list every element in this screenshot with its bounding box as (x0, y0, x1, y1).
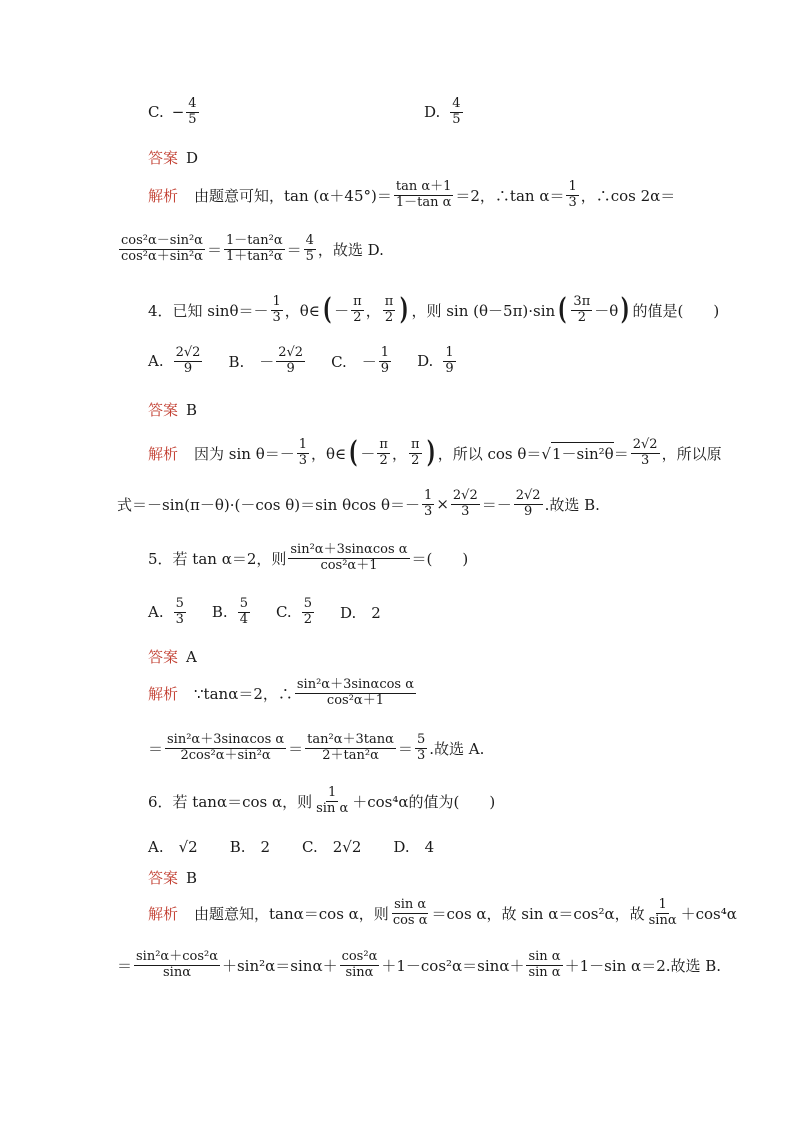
options-q5: A. $\frac{5}{3}$ B. $\frac{5}{4}$ C. $\frac{5}{2}$ D. 2 (148, 596, 381, 627)
fraction: $\frac{1}{3}$ (424, 488, 433, 519)
options-q4: A. $\frac{2√2}{9}$ B. － $\frac{2√2}{9}$ C. － $\frac{1}{9}$ D. $\frac{1}{9}$ (148, 345, 454, 376)
fraction: $\frac{2√2}{3}$ (452, 488, 478, 519)
fraction: $\frac{4}{5}$ (188, 96, 197, 127)
analysis-line: 解析 ∵tanα＝2，∴ $\frac{\text{sin²α＋3sinαcos α}}{\text{cos²α＋1}}$ (148, 677, 415, 708)
fraction: $\frac{2√2}{9}$ (175, 345, 201, 376)
fraction: $\frac{2√2}{3}$ (632, 437, 658, 468)
options-q6: A. √2 B. 2 C. 2√2 D. 4 (148, 838, 435, 856)
fraction: $\frac{5}{4}$ (239, 596, 248, 627)
question-4: 4．已知 sinθ＝－ $\frac{1}{3}$ ，θ∈ ( － $\frac{\pi}{2}$ ， $\frac{\pi}{2}$ ) ，则 sin (θ－5π)·sin ( $\frac{3\pi}{2}$ －θ ) 的值是( ) (148, 292, 720, 328)
fraction: $\frac{\text{sin²α＋3sinαcos α}}{\text{cos²α＋1}}$ (290, 542, 408, 573)
fraction: $\frac{1}{\text{sin α}}$ (316, 785, 349, 816)
option-d (424, 97, 465, 128)
formula-line: ＝ $\frac{\text{sin²α＋cos²α}}{\sin\alpha}$ ＋sin²α＝sinα＋ $\frac{\text{cos²α}}{\sin\alpha}$ ＋1－cos²α＝sinα＋ $\frac{\text{sin α}}{\text{sin α}}$ ＋1－sin α＝2.故选 B. (117, 949, 722, 980)
fraction: $\frac{\text{sin²α＋3sinαcos α}}{\text{cos²α＋1}}$ (296, 677, 415, 708)
answer-value: D (186, 148, 199, 167)
fraction: $\frac{\text{tan α＋1}}{\text{1－tan α}}$ (395, 179, 452, 210)
answer-line (148, 867, 197, 888)
fraction: $\frac{4}{5}$ (452, 96, 461, 127)
option-c-label: C. (148, 103, 164, 122)
fraction: $\frac{\pi}{2}$ (410, 437, 420, 468)
analysis-line: 解析 因为 sin θ＝－ $\frac{1}{3}$ ，θ∈ ( － $\frac{\pi}{2}$ ， $\frac{\pi}{2}$ ) ，所以 cos θ＝√ 1－sin²θ ＝ $\frac{2√2}{3}$ ，所以原 (148, 435, 722, 471)
formula-line: $\frac{\text{cos²α－sin²α}}{\text{cos²α＋sin²α}}$ ＝ $\frac{\text{1－tan²α}}{\text{1＋tan²α}}$ ＝ $\frac{4}{5}$ ，故选 D. (121, 233, 384, 264)
fraction: $\frac{\pi}{2}$ (379, 437, 388, 468)
answer-label: 答案 (148, 869, 179, 887)
fraction: $\frac{5}{2}$ (303, 596, 312, 627)
analysis-label: 解析 (148, 444, 179, 463)
answer-value: B (186, 400, 198, 419)
formula-line: ＝ $\frac{\text{sin²α＋3sinαcos α}}{\text{2cos²α＋sin²α}}$ ＝ $\frac{\text{tan²α＋3tanα}}{\text{2＋tan²α}}$ ＝ $\frac{5}{3}$ .故选 A. (148, 732, 485, 763)
fraction: $\frac{4}{5}$ (305, 233, 314, 264)
analysis-label: 解析 (148, 684, 179, 703)
fraction: $\frac{5}{3}$ (175, 596, 184, 627)
answer-line (148, 147, 198, 168)
fraction: $\frac{\text{sin α}}{\text{cos α}}$ (392, 897, 428, 928)
answer-value: B (186, 868, 198, 887)
fraction: $\frac{\pi}{2}$ (384, 294, 394, 325)
analysis-label: 解析 (148, 186, 179, 205)
fraction: $\frac{\text{sin²α＋3sinαcos α}}{\text{2cos²α＋sin²α}}$ (167, 732, 285, 763)
fraction: $\frac{1}{3}$ (298, 437, 308, 468)
fraction: $\frac{1}{3}$ (568, 179, 577, 210)
question-6: 6．若 tanα＝cos α，则 $\frac{1}{\text{sin α}}$ ＋cos⁴α的值为( ) (148, 785, 496, 816)
answer-label: 答案 (148, 648, 179, 666)
analysis-line: 解析 由题意可知，tan (α＋45°)＝ $\frac{\text{tan α＋1}}{\text{1－tan α}}$ ＝2，∴tan α＝ $\frac{1}{3}$ ，∴cos 2α＝ (148, 179, 676, 210)
fraction: $\frac{5}{3}$ (416, 732, 426, 763)
answer-line (148, 399, 197, 420)
fraction: $\frac{1}{3}$ (272, 294, 281, 325)
fraction: $\frac{\text{tan²α＋3tanα}}{\text{2＋tan²α}}$ (307, 732, 394, 763)
analysis-line: 解析 由题意知，tanα＝cos α，则 $\frac{\text{sin α}}{\text{cos α}}$ ＝cos α，故 sin α＝cos²α，故 $\frac{1}{\sin\alpha}$ ＋cos⁴α (148, 897, 737, 928)
formula-line: 式＝－sin(π－θ)·(－cos θ)＝sin θcos θ＝－ $\frac{1}{3}$ × $\frac{2√2}{3}$ ＝－ $\frac{2√2}{9}$ .故选 B. (117, 488, 600, 519)
fraction: $\frac{2√2}{9}$ (278, 345, 304, 376)
fraction: $\frac{\text{cos²α}}{\sin\alpha}$ (341, 949, 378, 980)
question-5: 5．若 tan α＝2，则 $\frac{\text{sin²α＋3sinαcos α}}{\text{cos²α＋1}}$ ＝( ) (148, 542, 469, 573)
option-d-label: D. (424, 103, 441, 122)
fraction: $\frac{\text{1－tan²α}}{\text{1＋tan²α}}$ (225, 233, 283, 264)
answer-line (148, 646, 197, 667)
fraction: $\frac{\text{cos²α－sin²α}}{\text{cos²α＋sin²α}}$ (121, 233, 203, 264)
option-c: C. − $\frac{4}{5}$ (148, 96, 197, 127)
fraction: $\frac{2√2}{9}$ (515, 488, 541, 519)
answer-value: A (186, 647, 197, 666)
fraction: $\frac{1}{9}$ (380, 345, 390, 376)
fraction: $\frac{1}{9}$ (445, 345, 454, 376)
fraction: $\frac{\pi}{2}$ (353, 294, 362, 325)
answer-label: 答案 (148, 149, 179, 167)
answer-label: 答案 (148, 401, 179, 419)
fraction: $\frac{\text{sin α}}{\text{sin α}}$ (528, 949, 561, 980)
fraction: $\frac{\text{sin²α＋cos²α}}{\sin\alpha}$ (136, 949, 218, 980)
analysis-label: 解析 (148, 904, 179, 923)
fraction: $\frac{1}{\sin\alpha}$ (648, 897, 677, 928)
fraction: $\frac{3\pi}{2}$ (573, 294, 591, 325)
